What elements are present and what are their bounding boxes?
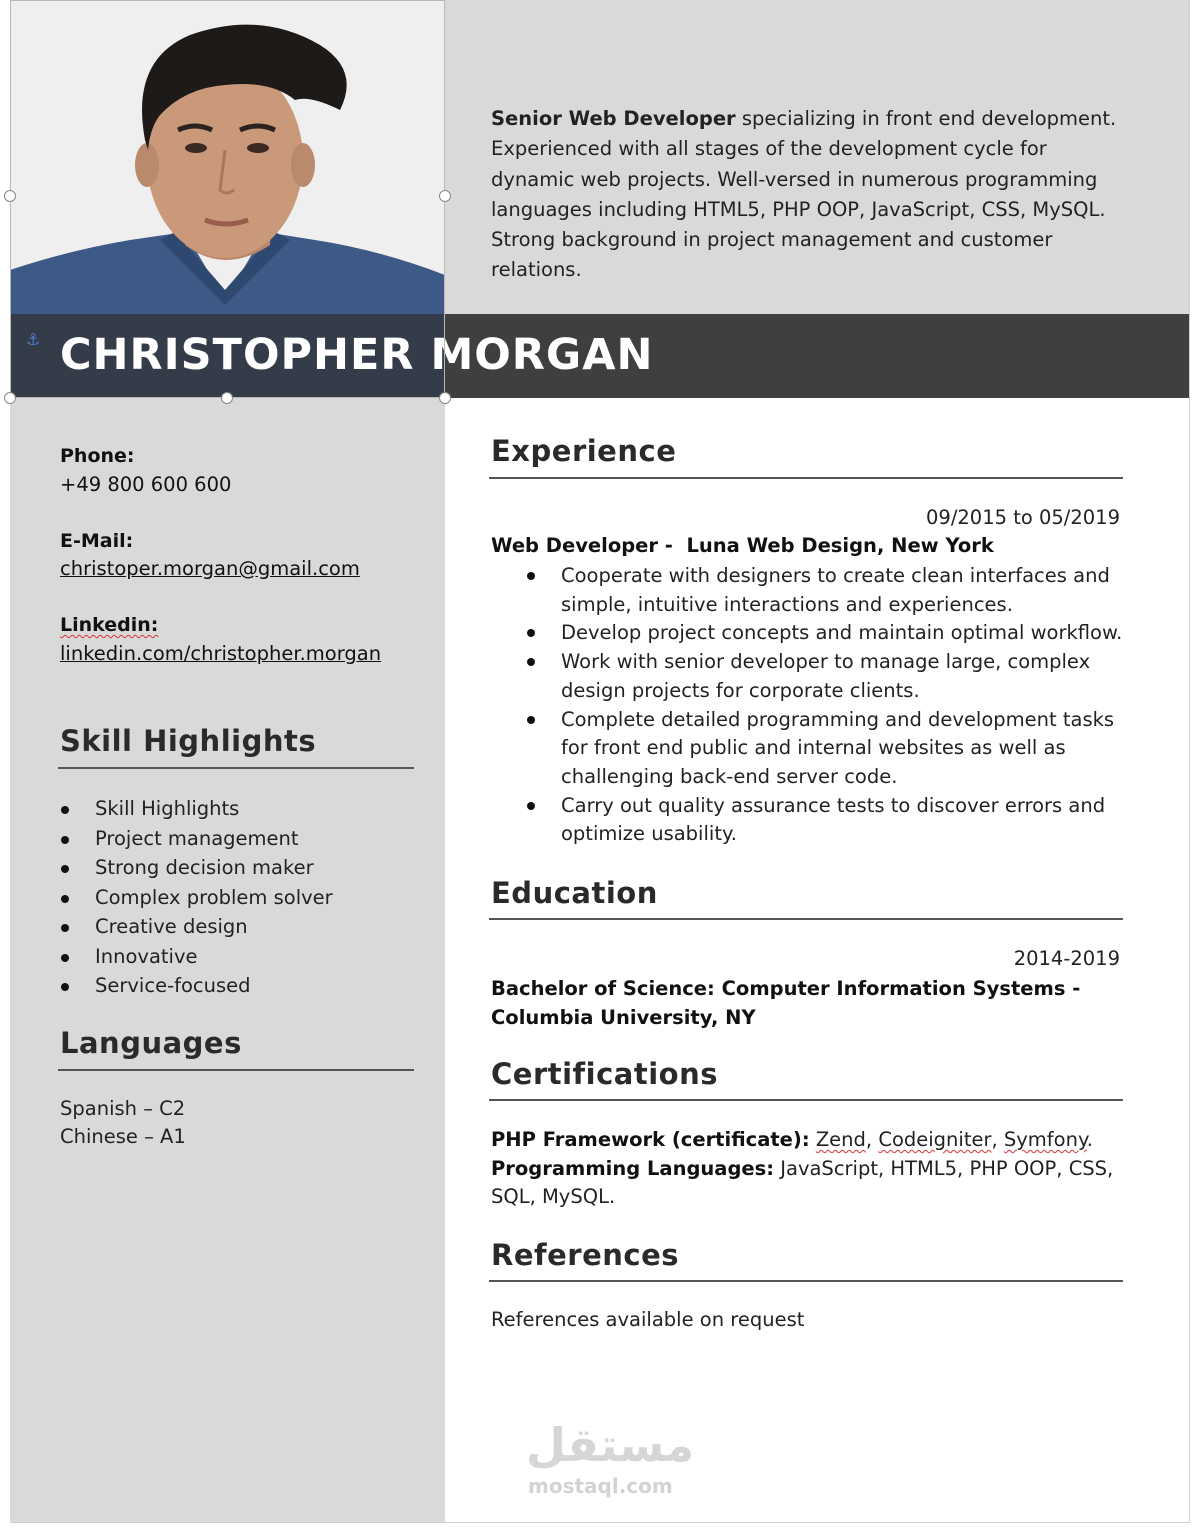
phone-value: +49 800 600 600	[60, 473, 232, 496]
certifications-rule	[489, 1099, 1123, 1101]
language-item-spanish: Spanish – C2	[60, 1097, 186, 1120]
page-right-border	[1189, 0, 1190, 1522]
experience-bullet: Develop project concepts and maintain optimal workflow.	[491, 619, 1131, 648]
skill-item: Creative design	[60, 912, 333, 942]
references-title: References	[491, 1238, 680, 1272]
skill-item: Skill Highlights	[60, 794, 333, 824]
php-end: .	[1086, 1128, 1093, 1151]
skill-item: Strong decision maker	[60, 853, 333, 883]
resize-handle-bottom-right[interactable]	[439, 392, 451, 404]
profile-summary	[491, 104, 1131, 286]
php-item-codeigniter: Codeigniter	[878, 1128, 992, 1151]
programming-languages-label: Programming Languages:	[491, 1156, 775, 1180]
php-sep: ,	[865, 1128, 879, 1151]
watermark-logo-latin: mostaql.com	[528, 1474, 673, 1498]
certifications-body	[491, 1126, 1131, 1212]
anchor-icon: ⚓	[26, 330, 41, 349]
watermark-logo-arabic: مستقل	[526, 1418, 695, 1472]
email-label: E-Mail:	[60, 530, 134, 552]
skill-item: Complex problem solver	[60, 883, 333, 913]
languages-title: Languages	[60, 1026, 242, 1060]
language-item-chinese: Chinese – A1	[60, 1125, 186, 1148]
education-rule	[489, 918, 1123, 920]
education-title: Education	[491, 876, 658, 910]
skill-item: Project management	[60, 824, 333, 854]
experience-bullet: Carry out quality assurance tests to discover errors and optimize usability.	[491, 792, 1131, 849]
experience-bullet: Complete detailed programming and development tasks for front end public and internal websites as well as challenging back-end server code.	[491, 706, 1131, 792]
skills-title: Skill Highlights	[60, 724, 317, 758]
resize-handle-bottom[interactable]	[221, 392, 233, 404]
php-sep: ,	[991, 1128, 1004, 1151]
candidate-name: CHRISTOPHER MORGAN	[60, 330, 654, 380]
degree-line-2: Columbia University, NY	[491, 1005, 756, 1029]
experience-rule	[489, 477, 1123, 479]
degree	[491, 975, 1091, 1032]
summary-role: Senior Web Developer	[491, 107, 736, 130]
programming-languages-line	[491, 1155, 1131, 1212]
programming-languages-value: JavaScript, HTML5, PHP OOP, CSS, SQL, MySQL.	[491, 1156, 1114, 1208]
experience-bullets	[491, 562, 1131, 849]
page-bottom-border	[10, 1522, 1190, 1523]
phone-label: Phone:	[60, 445, 135, 467]
skill-item: Innovative	[60, 942, 333, 972]
references-rule	[489, 1280, 1123, 1282]
skills-list	[60, 794, 333, 1001]
php-framework-label: PHP Framework (certificate):	[491, 1128, 810, 1151]
education-date: 2014-2019	[1013, 947, 1120, 970]
references-text: References available on request	[491, 1308, 805, 1331]
php-item-zend: Zend	[815, 1128, 866, 1151]
languages-rule	[58, 1069, 414, 1071]
experience-date: 09/2015 to 05/2019	[926, 506, 1120, 529]
profile-photo-illustration	[10, 0, 445, 314]
summary-text: specializing in front end development. Experienced with all stages of the development cycle for dynamic web projects. Well-versed in numerous programming languages including HTML5, PHP OOP, JavaScript, CSS, MySQL. Strong background in project management and customer relations.	[491, 107, 1117, 282]
profile-photo[interactable]	[10, 0, 445, 314]
degree-line-1: Bachelor of Science: Computer Information Systems -	[491, 977, 1081, 1000]
php-framework-line	[491, 1126, 1131, 1155]
skills-rule	[58, 767, 414, 769]
certifications-title: Certifications	[491, 1057, 719, 1091]
resize-handle-left[interactable]	[4, 190, 16, 202]
resize-handle-right[interactable]	[439, 190, 451, 202]
linkedin-link[interactable]: linkedin.com/christopher.morgan	[60, 642, 382, 665]
php-item-symfony: Symfony	[1003, 1128, 1087, 1151]
email-link[interactable]: christoper.morgan@gmail.com	[60, 557, 360, 580]
resize-handle-bottom-left[interactable]	[4, 392, 16, 404]
experience-title: Experience	[491, 434, 677, 468]
skill-item: Service-focused	[60, 971, 333, 1001]
experience-bullet: Work with senior developer to manage large, complex design projects for corporate clients.	[491, 648, 1131, 705]
experience-bullet: Cooperate with designers to create clean interfaces and simple, intuitive interactions and experiences.	[491, 562, 1131, 619]
linkedin-label: Linkedin:	[60, 614, 159, 636]
job-title: Web Developer - Luna Web Design, New York	[491, 534, 994, 557]
